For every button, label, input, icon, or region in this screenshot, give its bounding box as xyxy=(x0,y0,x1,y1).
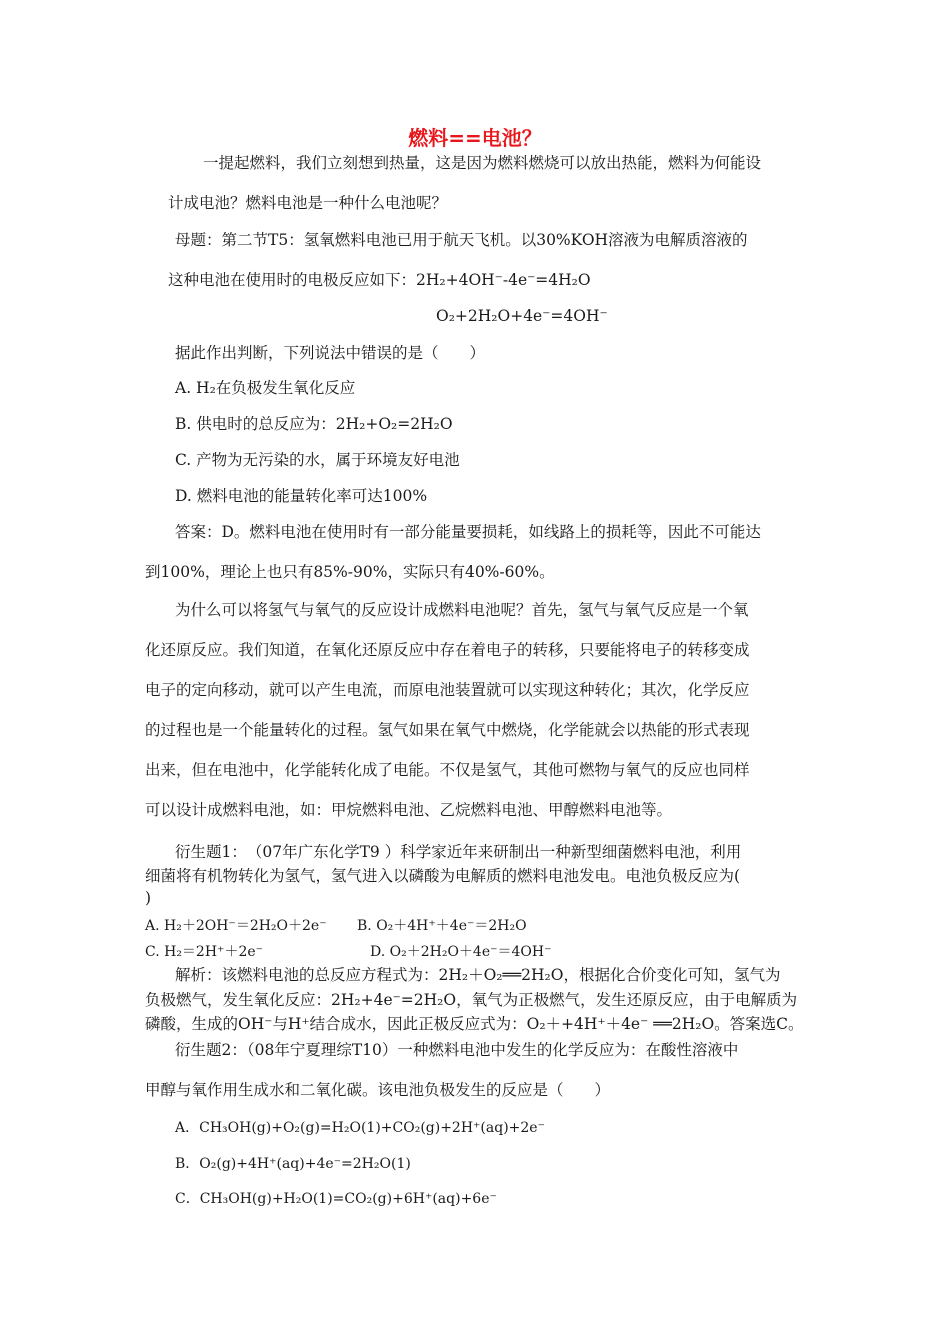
q1-line-2: 细菌将有机物转化为氢气，氢气进入以磷酸为电解质的燃料电池发电。电池负极反应为( xyxy=(145,867,741,885)
q2-option-b: B．O₂(g)+4H⁺(aq)+4e⁻=2H₂O(1) xyxy=(175,1156,411,1172)
mother-option-c: C. 产物为无污染的水，属于环境友好电池 xyxy=(175,451,460,469)
explain-line-6: 可以设计成燃料电池，如：甲烷燃料电池、乙烷燃料电池、甲醇燃料电池等。 xyxy=(145,801,673,819)
q1-option-b: B. O₂＋4H⁺＋4e⁻＝2H₂O xyxy=(357,918,527,934)
explain-line-1: 为什么可以将氢气与氧气的反应设计成燃料电池呢？首先，氢气与氧气反应是一个氧 xyxy=(175,601,749,619)
q1-analysis-3: 磷酸，生成的OH⁻与H⁺结合成水，因此正极反应式为：O₂＋+4H⁺＋4e⁻ ══2H₂O。答案选C。 xyxy=(145,1015,804,1033)
explain-line-2: 化还原反应。我们知道，在氧化还原反应中存在着电子的转移，只要能将电子的转移变成 xyxy=(145,641,750,659)
mother-option-d: D. 燃料电池的能量转化率可达100% xyxy=(175,487,428,505)
page-title: 燃料==电池？ xyxy=(408,126,542,150)
mother-option-a: A. H₂在负极发生氧化反应 xyxy=(175,379,356,397)
mother-answer-1: 答案：D。燃料电池在使用时有一部分能量要损耗，如线路上的损耗等，因此不可能达 xyxy=(175,523,761,541)
intro-line-2: 计成电池？燃料电池是一种什么电池呢？ xyxy=(168,194,448,212)
q1-analysis-1: 解析：该燃料电池的总反应方程式为：2H₂＋O₂══2H₂O，根据化合价变化可知，氢气为 xyxy=(175,966,781,984)
explain-line-5: 出来，但在电池中，化学能转化成了电能。不仅是氢气，其他可燃物与氧气的反应也同样 xyxy=(145,761,750,779)
mother-question: 据此作出判断，下列说法中错误的是（ ） xyxy=(175,344,486,362)
q1-option-a: A. H₂＋2OH⁻＝2H₂O＋2e⁻ xyxy=(145,918,327,934)
q1-line-3: ) xyxy=(145,889,152,907)
q2-line-2: 甲醇与氧作用生成水和二氧化碳。该电池负极发生的反应是（ ） xyxy=(145,1081,611,1099)
mother-line-1: 母题：第二节T5：氢氧燃料电池已用于航天飞机。以30%KOH溶液为电解质溶液的 xyxy=(175,231,748,249)
mother-line-2: 这种电池在使用时的电极反应如下：2H₂+4OH⁻-4e⁻=4H₂O xyxy=(168,271,591,289)
explain-line-4: 的过程也是一个能量转化的过程。氢气如果在氧气中燃烧，化学能就会以热能的形式表现 xyxy=(145,721,750,739)
q1-option-d: D. O₂＋2H₂O＋4e⁻＝4OH⁻ xyxy=(370,944,552,960)
q2-option-a: A．CH₃OH(g)+O₂(g)=H₂O(1)+CO₂(g)+2H⁺(aq)+2e⁻ xyxy=(175,1120,545,1136)
mother-option-b: B. 供电时的总反应为：2H₂+O₂=2H₂O xyxy=(175,415,453,433)
q1-line-1: 衍生题1： （07年广东化学T9 ）科学家近年来研制出一种新型细菌燃料电池，利用 xyxy=(175,843,742,861)
intro-line-1: 一提起燃料，我们立刻想到热量，这是因为燃料燃烧可以放出热能，燃料为何能设 xyxy=(203,154,762,172)
mother-equation-2: O₂+2H₂O+4e⁻=4OH⁻ xyxy=(436,307,608,325)
q1-option-c: C. H₂＝2H⁺＋2e⁻ xyxy=(145,944,264,960)
q2-option-c: C．CH₃OH(g)+H₂O(1)=CO₂(g)+6H⁺(aq)+6e⁻ xyxy=(175,1191,497,1207)
explain-line-3: 电子的定向移动，就可以产生电流，而原电池装置就可以实现这种转化；其次，化学反应 xyxy=(145,681,750,699)
mother-answer-2: 到100%，理论上也只有85%-90%，实际只有40%-60%。 xyxy=(145,563,555,581)
q2-line-1: 衍生题2：（08年宁夏理综T10）一种燃料电池中发生的化学反应为：在酸性溶液中 xyxy=(175,1041,739,1059)
q1-analysis-2: 负极燃气，发生氧化反应：2H₂+4e⁻=2H₂O，氧气为正极燃气，发生还原反应，由于电解质为 xyxy=(145,991,798,1009)
